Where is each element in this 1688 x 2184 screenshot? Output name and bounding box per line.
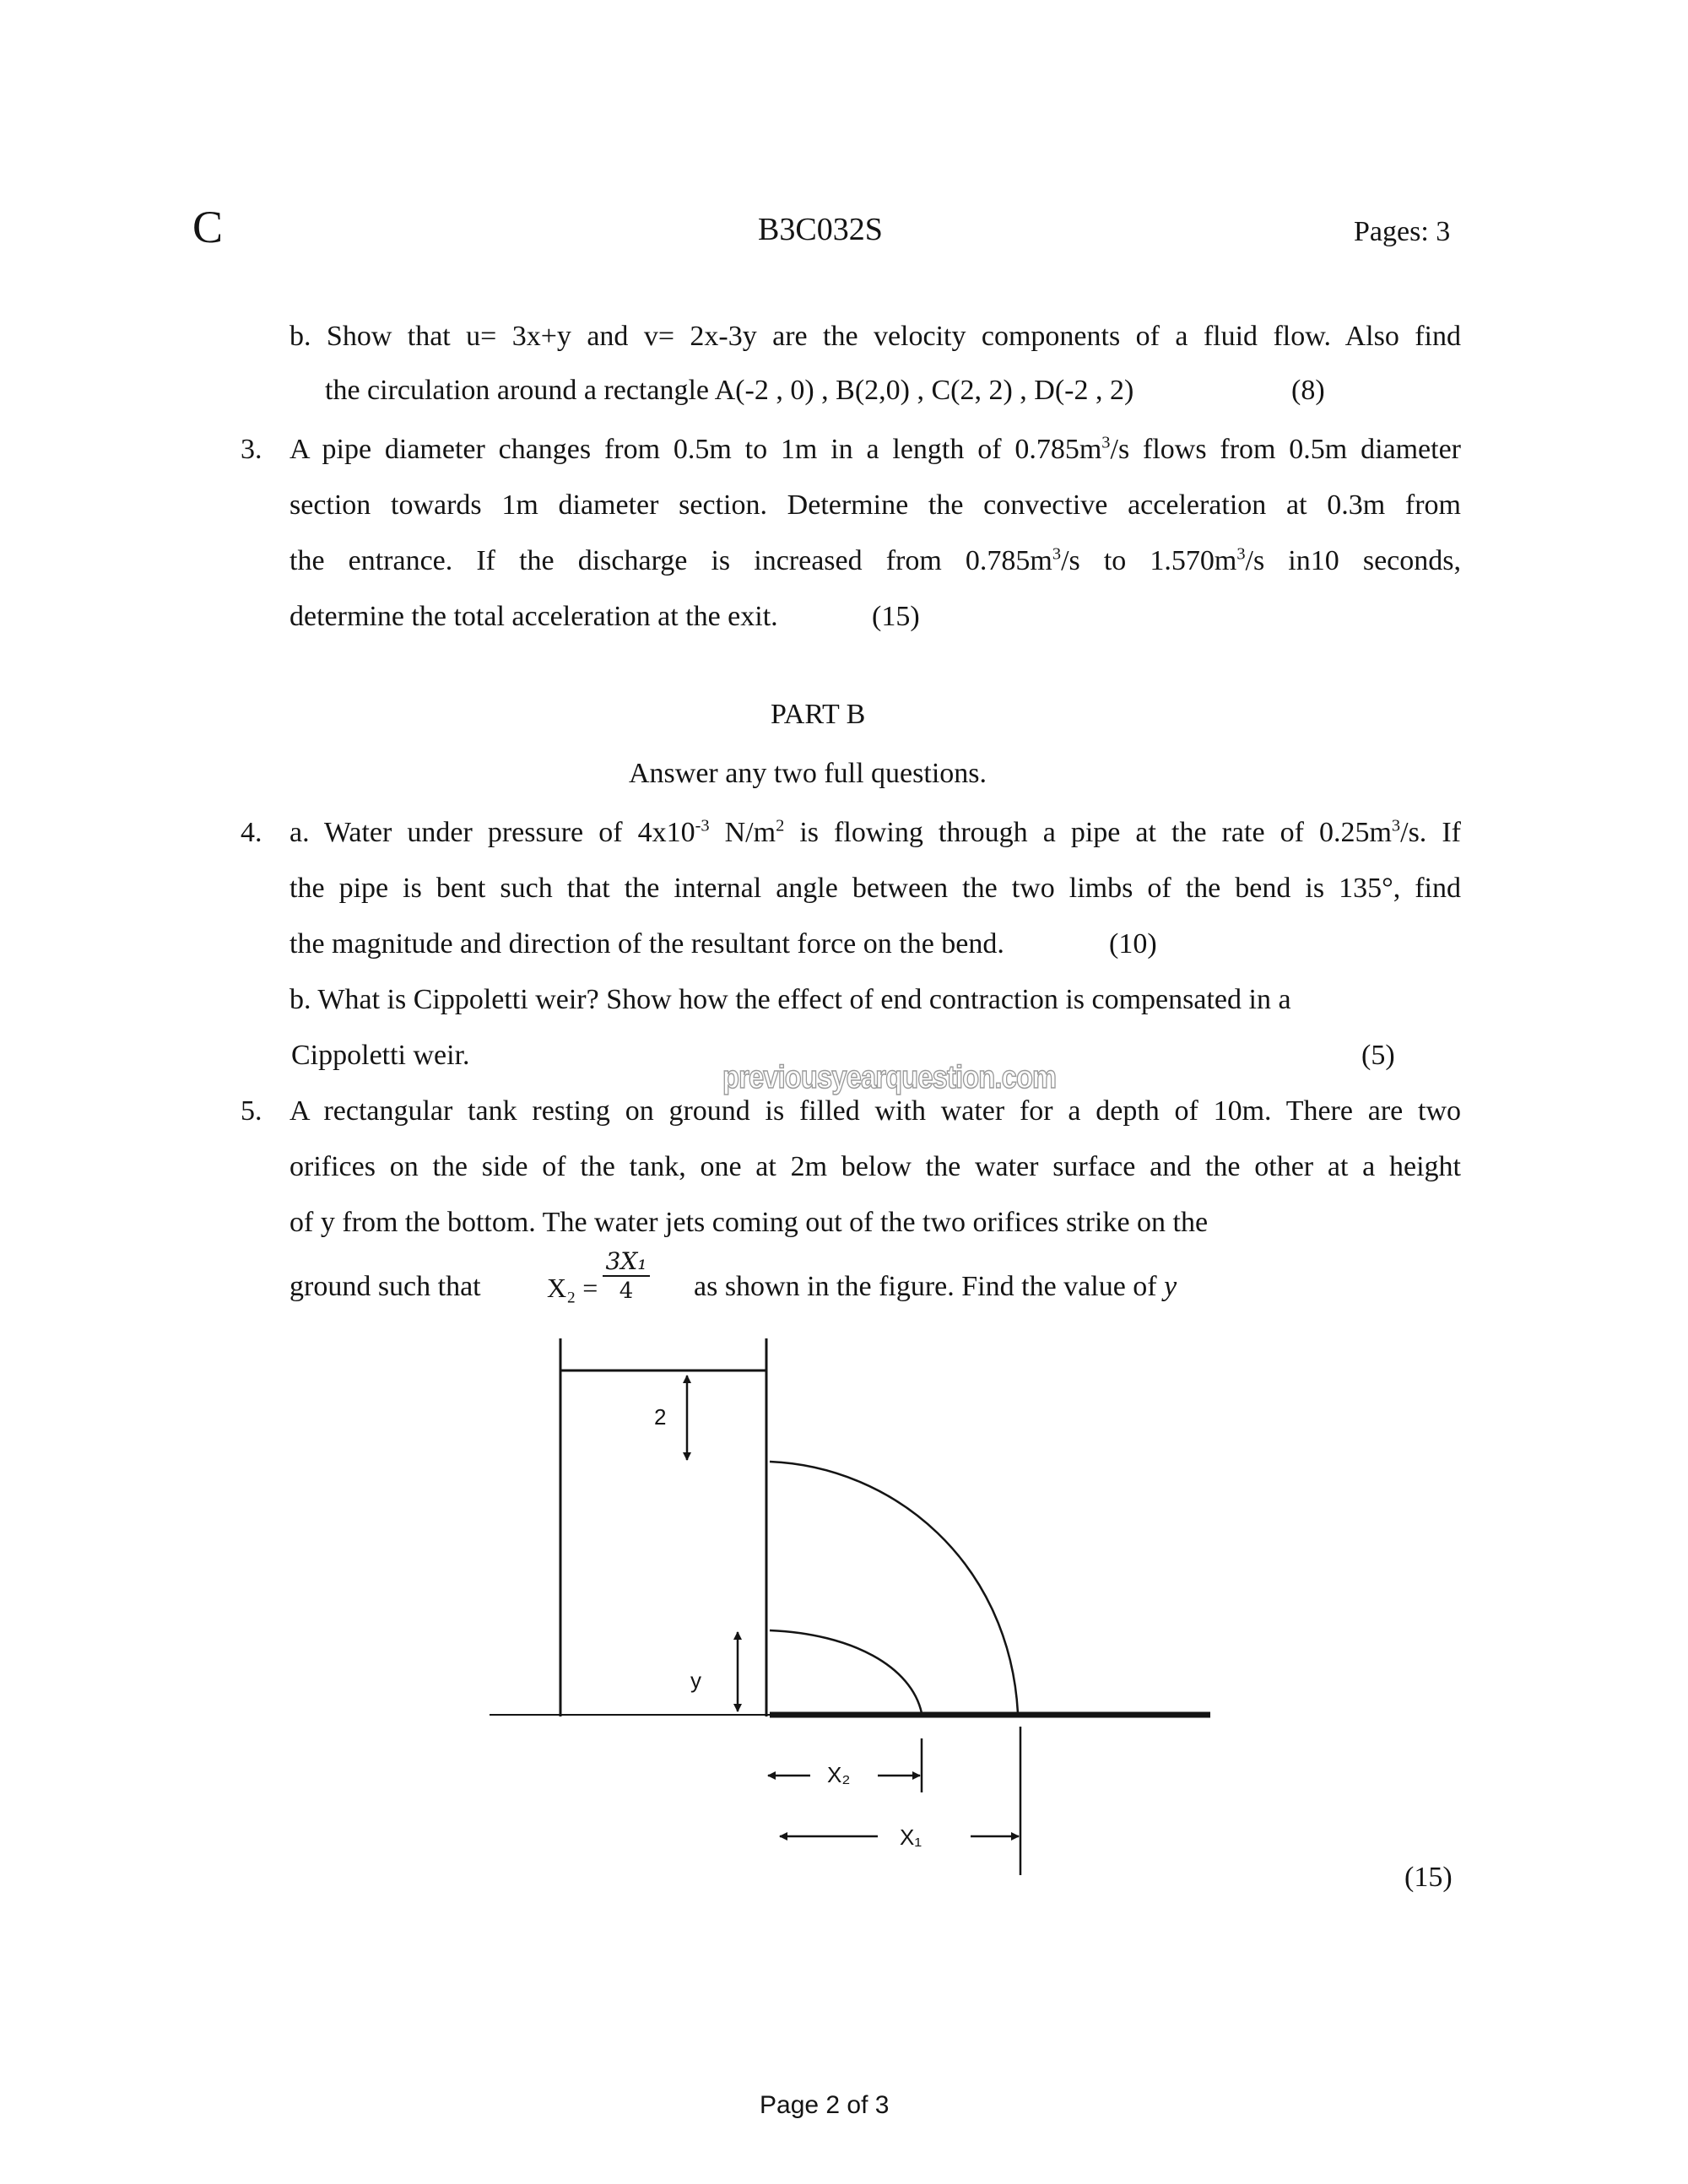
q3-line-4: determine the total acceleration at the exit.	[289, 601, 778, 632]
part-b-title: PART B	[771, 699, 866, 730]
q5-marks: (15)	[1404, 1862, 1453, 1893]
page-footer: Page 2 of 3	[760, 2091, 890, 2119]
q5-number: 5.	[241, 1095, 262, 1127]
fraction-numerator: 3X₁	[605, 1247, 647, 1275]
q5-line-4-rest: as shown in the figure. Find the value of y	[694, 1271, 1177, 1302]
label-x2: X₂	[827, 1762, 851, 1787]
label-2: 2	[654, 1404, 667, 1430]
q2b-line-1: b. Show that u= 3x+y and v= 2x-3y are the velocity components of a fluid flow. Also find	[289, 321, 1461, 352]
label-x1: X₁	[900, 1825, 922, 1850]
q3-number: 3.	[241, 434, 262, 465]
q2b-marks: (8)	[1291, 375, 1325, 406]
q4b-line-2: Cippoletti weir.	[291, 1040, 470, 1071]
q4a-line-1: a. Water under pressure of $4x10^{-3}$ $N/m^2$ is flowing through a pipe at the rate of $0.25m^3/s$. If	[289, 816, 1461, 848]
q5-line-3: of y from the bottom. The water jets coming out of the two orifices strike on the	[289, 1207, 1209, 1238]
q4b-line-1: b. What is Cippoletti weir? Show how the effect of end contraction is compensated in a	[289, 984, 1291, 1015]
q5-line-4: ground such that	[289, 1271, 481, 1302]
lower-jet-trajectory	[770, 1630, 922, 1713]
q4b-marks: (5)	[1361, 1040, 1395, 1071]
q4-number: 4.	[241, 817, 262, 848]
page-count: Pages: 3	[1354, 216, 1451, 247]
question-paper-code: B3C032S	[758, 212, 883, 247]
q3-marks: (15)	[872, 601, 920, 632]
label-y: y	[690, 1668, 701, 1693]
q2b-line-2: the circulation around a rectangle A(-2 , 0) , B(2,0) , C(2, 2) , D(-2 , 2)	[325, 375, 1134, 406]
q3-line-3: the entrance. If the discharge is increased from $0.785m^3/s$ to $1.570m^3/s$ in10 seconds,	[289, 544, 1461, 576]
fraction-denominator: 4	[603, 1275, 650, 1304]
watermark: previousyearquestion.com	[722, 1060, 1057, 1095]
part-b-instruction: Answer any two full questions.	[629, 758, 987, 789]
set-letter: C	[192, 202, 224, 252]
q4a-marks: (10)	[1109, 928, 1157, 960]
q5-line-2: orifices on the side of the tank, one at 2m below the water surface and the other at a height	[289, 1151, 1461, 1182]
q5-line-1: A rectangular tank resting on ground is filled with water for a depth of 10m. There are two	[289, 1095, 1461, 1127]
q3-line-1: A pipe diameter changes from 0.5m to 1m in a length of $0.785m^3/s$ flows from 0.5m diameter	[289, 433, 1462, 465]
q3-line-2: section towards 1m diameter section. Determine the convective acceleration at 0.3m from	[289, 489, 1461, 521]
upper-jet-trajectory	[770, 1462, 1018, 1713]
q4a-line-2: the pipe is bent such that the internal angle between the two limbs of the bend is 135°, find	[289, 873, 1461, 904]
x2-label: X₂ =	[547, 1273, 598, 1303]
q4a-line-3: the magnitude and direction of the resultant force on the bend.	[289, 928, 1004, 960]
